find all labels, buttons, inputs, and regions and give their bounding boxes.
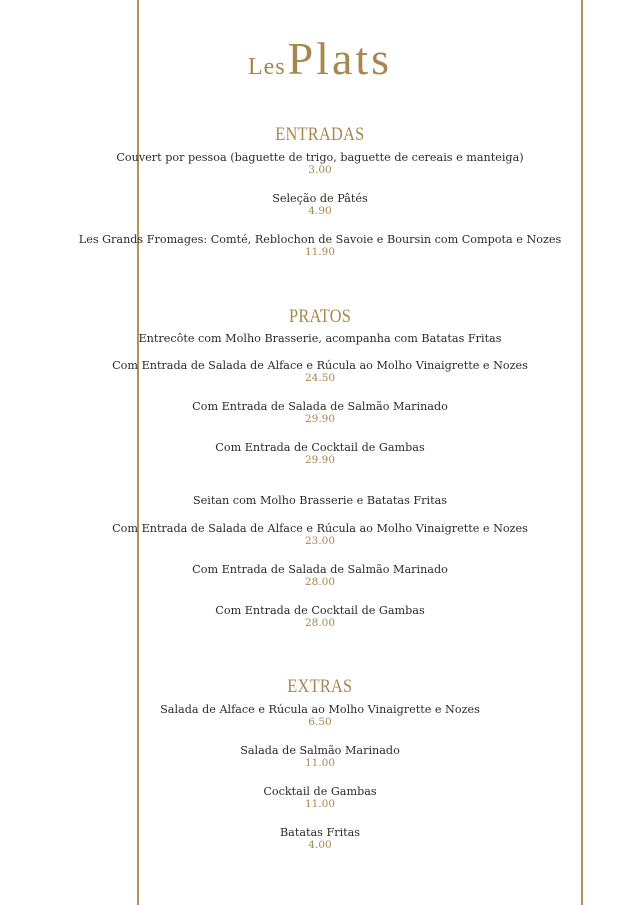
dish-group-title bbox=[0, 332, 640, 345]
section-heading: PRATOS bbox=[288, 306, 352, 327]
item-price: 29.90 bbox=[304, 413, 336, 425]
menu-item bbox=[0, 744, 640, 769]
menu-item bbox=[0, 604, 640, 629]
section-entradas bbox=[0, 125, 640, 145]
item-name: Les Grands Fromages: Comté, Reblochon de Savoie e Boursin com Compota e Nozes bbox=[78, 233, 562, 246]
item-name: Salada de Alface e Rúcula ao Molho Vinaigrette e Nozes bbox=[160, 703, 480, 716]
item-price: 28.00 bbox=[304, 576, 336, 588]
section-extras bbox=[0, 677, 640, 697]
menu-item bbox=[0, 400, 640, 425]
group-title: Seitan com Molho Brasserie e Batatas Fritas bbox=[193, 494, 447, 507]
item-price: 29.90 bbox=[304, 454, 336, 466]
menu-item bbox=[0, 703, 640, 728]
item-name: Com Entrada de Salada de Salmão Marinado bbox=[192, 563, 448, 576]
section-heading: EXTRAS bbox=[287, 676, 353, 697]
item-name: Batatas Fritas bbox=[279, 826, 361, 839]
item-price: 28.00 bbox=[304, 617, 336, 629]
menu-item bbox=[0, 441, 640, 466]
item-price: 24.50 bbox=[304, 372, 336, 384]
item-name: Seleção de Pâtés bbox=[272, 192, 368, 205]
item-price: 6.50 bbox=[308, 716, 332, 728]
menu-item bbox=[0, 826, 640, 851]
item-price: 3.00 bbox=[308, 164, 332, 176]
item-price: 11.90 bbox=[304, 246, 336, 258]
menu-title-big: Plats bbox=[287, 33, 393, 84]
item-name: Couvert por pessoa (baguette de trigo, baguette de cereais e manteiga) bbox=[116, 151, 524, 164]
group-title: Entrecôte com Molho Brasserie, acompanha com Batatas Fritas bbox=[138, 332, 502, 345]
item-price: 23.00 bbox=[304, 535, 336, 547]
item-price: 4.00 bbox=[308, 839, 332, 851]
item-name: Com Entrada de Salada de Alface e Rúcula ao Molho Vinaigrette e Nozes bbox=[112, 522, 528, 535]
menu-item bbox=[0, 359, 640, 384]
menu-item bbox=[0, 563, 640, 588]
item-price: 11.00 bbox=[304, 798, 336, 810]
item-name: Com Entrada de Cocktail de Gambas bbox=[215, 441, 425, 454]
menu-item bbox=[0, 151, 640, 176]
section-pratos bbox=[0, 307, 640, 327]
item-price: 4.90 bbox=[308, 205, 332, 217]
section-heading: ENTRADAS bbox=[275, 124, 365, 145]
item-name: Cocktail de Gambas bbox=[263, 785, 377, 798]
item-name: Com Entrada de Salada de Salmão Marinado bbox=[192, 400, 448, 413]
menu-item bbox=[0, 785, 640, 810]
menu-item bbox=[0, 192, 640, 217]
menu-item bbox=[0, 233, 640, 258]
menu-title bbox=[0, 32, 640, 85]
item-name: Com Entrada de Salada de Alface e Rúcula ao Molho Vinaigrette e Nozes bbox=[112, 359, 528, 372]
menu-item bbox=[0, 522, 640, 547]
item-price: 11.00 bbox=[304, 757, 336, 769]
menu-title-small: Les bbox=[247, 54, 286, 80]
item-name: Com Entrada de Cocktail de Gambas bbox=[215, 604, 425, 617]
item-name: Salada de Salmão Marinado bbox=[240, 744, 400, 757]
dish-group-title bbox=[0, 494, 640, 507]
